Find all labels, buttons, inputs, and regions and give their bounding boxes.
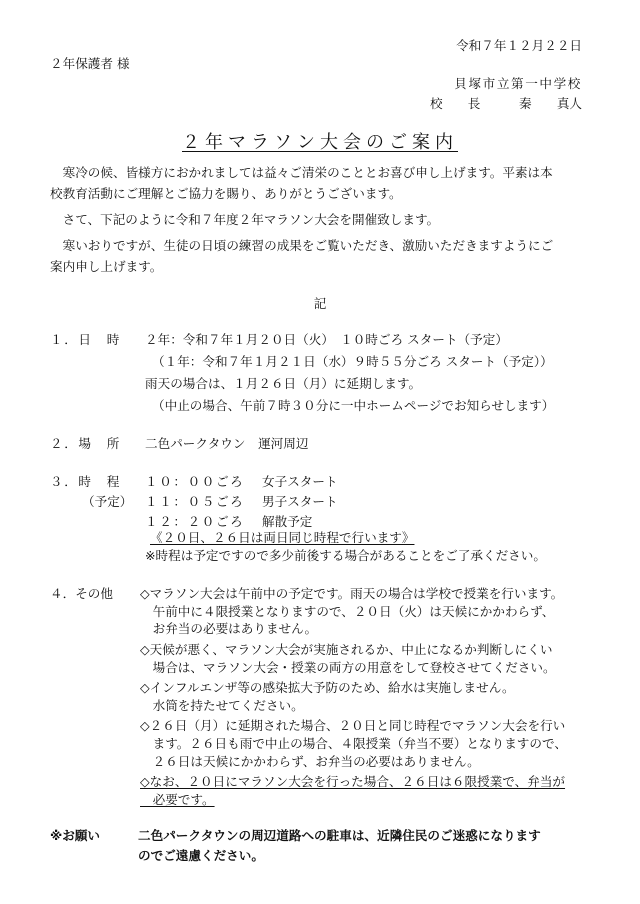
schedule-event: 解散予定 xyxy=(262,514,313,529)
other-line: ◇インフルエンザ等の感染拡大予防のため、給水は実施しません。 xyxy=(140,680,515,695)
place-label: ２．場 所 xyxy=(50,436,121,451)
other-line-underlined: 必要です。 xyxy=(140,792,215,807)
intro-line: 校教育活動にご理解とご協力を賜り、ありがとうございます。 xyxy=(50,186,402,201)
datetime-label: １．日 時 xyxy=(50,332,121,347)
other-line: ◇マラソン大会は午前中の予定です。雨天の場合は学校で授業を行います。 xyxy=(140,586,564,601)
other-line: ◇天候が悪く、マラソン大会が実施されるか、中止になるか判断しにくい xyxy=(140,642,553,657)
schedule-time: １１：０５ごろ xyxy=(145,494,245,509)
schedule-note: ※時程は予定ですので多少前後する場合があることをご了承ください。 xyxy=(145,548,546,563)
schedule-event: 男子スタート xyxy=(262,494,338,509)
other-line: 水筒を持たせてください。 xyxy=(140,698,304,713)
ki-marker: 記 xyxy=(313,296,327,311)
other-line: ２６日は天候にかかわらず、お弁当の必要はありません。 xyxy=(140,754,480,769)
datetime-line: （１年：令和７年１月２１日（水）９時５５分ごろ スタート（予定）） xyxy=(152,354,553,369)
schedule-event: 女子スタート xyxy=(262,474,338,489)
other-line: 場合は、マラソン大会・授業の両方の用意をして登校させてください。 xyxy=(140,660,556,675)
other-line: ます。２６日も雨で中止の場合、４限授業（弁当不要）となりますので、 xyxy=(140,736,567,751)
schedule-time: １０：００ごろ xyxy=(145,474,245,489)
place-value: 二色パークタウン 運河周辺 xyxy=(145,436,309,451)
recipient: ２年保護者 様 xyxy=(50,56,130,71)
datetime-line: （中止の場合、午前７時３０分に一中ホームページでお知らせします） xyxy=(152,398,555,413)
issue-date: 令和７年１２月２２日 xyxy=(456,38,582,53)
document-title: ２年マラソン大会のご案内 xyxy=(182,132,458,153)
principal-title: 校 長 xyxy=(430,96,481,111)
principal-name: 秦 真人 xyxy=(519,96,582,111)
schedule-sublabel: （予定） xyxy=(82,494,133,509)
intro-line: 寒冷の候、皆様方におかれましては益々ご清栄のこととお喜び申し上げます。平素は本 xyxy=(50,165,553,180)
other-line-underlined: ◇なお、２０日にマラソン大会を行った場合、２６日は６限授業で、弁当が xyxy=(140,774,566,789)
other-line: お弁当の必要はありません。 xyxy=(140,621,318,636)
datetime-line: 雨天の場合は、１月２６日（月）に延期します。 xyxy=(145,376,422,391)
schedule-label: ３．時 程 xyxy=(50,474,121,489)
request-line: のでご遠慮ください。 xyxy=(138,848,264,863)
schedule-note-underlined: 《２０日、２６日は両日同じ時程で行います》 xyxy=(150,530,415,545)
intro-line: 寒いおりですが、生徒の日頃の練習の成果をご覧いただき、激励いただきますようにご xyxy=(50,238,554,253)
request-label: ※お願い xyxy=(50,828,101,843)
other-line: 午前中に４限授業となりますので、２０日（火）は天候にかかわらず、 xyxy=(140,604,555,619)
intro-line: さて、下記のように令和７年度２年マラソン大会を開催致します。 xyxy=(50,212,440,227)
school-name: 貝塚市立第一中学校 xyxy=(454,76,582,91)
schedule-time: １２：２０ごろ xyxy=(145,514,245,529)
intro-line: 案内申し上げます。 xyxy=(50,259,163,274)
datetime-line: ２年：令和７年１月２０日（火） １０時ごろ スタート（予定） xyxy=(145,332,508,347)
request-line: 二色パークタウンの周辺道路への駐車は、近隣住民のご迷惑になります xyxy=(138,828,541,843)
other-line: ◇２６日（月）に延期された場合、２０日と同じ時程でマラソン大会を行い xyxy=(140,718,566,733)
other-label: ４．その他 xyxy=(50,586,113,601)
